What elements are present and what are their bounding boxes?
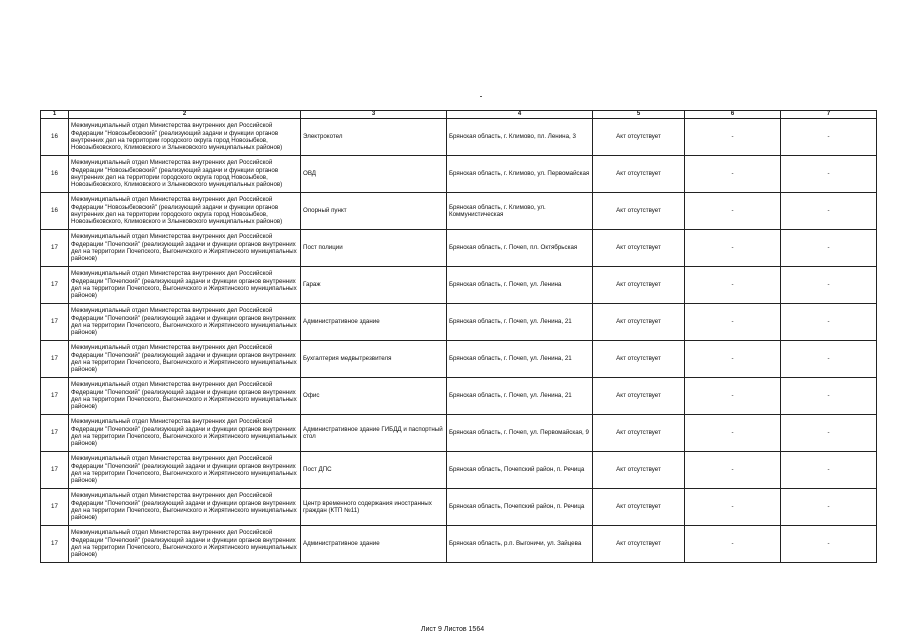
- column-7-cell: -: [781, 119, 877, 156]
- act-cell: Акт отсутствует: [593, 415, 685, 452]
- header-cell-3: 3: [301, 111, 447, 119]
- column-7-cell: -: [781, 304, 877, 341]
- row-number: 16: [41, 119, 69, 156]
- table-row: [41, 267, 877, 304]
- act-cell: Акт отсутствует: [593, 230, 685, 267]
- organization-cell: Межмуниципальный отдел Министерства внутренних дел Российской Федерации "Почепский" (реализующий задачи и функции органов внутренних дел на территории Почепского, Выгоничского и Жирятинского муниципальных районов): [69, 489, 301, 526]
- row-number: 16: [41, 193, 69, 230]
- organization-cell: Межмуниципальный отдел Министерства внутренних дел Российской Федерации "Новозыбковский" (реализующий задачи и функции органов внутренних дел на территории городского округа город Новозыбков, Новозыбковского, Климовского и Злынковского муниципальных районов): [69, 193, 301, 230]
- object-cell: Пост полиции: [301, 230, 447, 267]
- column-6-cell: -: [685, 415, 781, 452]
- header-cell-1: 1: [41, 111, 69, 119]
- column-7-cell: -: [781, 341, 877, 378]
- header-cell-7: 7: [781, 111, 877, 119]
- column-7-cell: -: [781, 156, 877, 193]
- object-cell: Гараж: [301, 267, 447, 304]
- column-6-cell: -: [685, 378, 781, 415]
- object-cell: Электрокотел: [301, 119, 447, 156]
- column-7-cell: -: [781, 526, 877, 563]
- address-cell: Брянская область, г. Климово, пл. Ленина, 3: [447, 119, 593, 156]
- object-cell: Офис: [301, 378, 447, 415]
- table-row: [41, 230, 877, 267]
- row-number: 17: [41, 341, 69, 378]
- act-cell: Акт отсутствует: [593, 378, 685, 415]
- table-header-row: [41, 111, 877, 119]
- address-cell: Брянская область, Почепский район, п. Речица: [447, 452, 593, 489]
- row-number: 17: [41, 489, 69, 526]
- organization-cell: Межмуниципальный отдел Министерства внутренних дел Российской Федерации "Почепский" (реализующий задачи и функции органов внутренних дел на территории Почепского, Выгоничского и Жирятинского муниципальных районов): [69, 415, 301, 452]
- address-cell: Брянская область, г. Почеп, пл. Октябрьская: [447, 230, 593, 267]
- address-cell: Брянская область, Почепский район, п. Речица: [447, 489, 593, 526]
- table-row: [41, 378, 877, 415]
- row-number: 17: [41, 267, 69, 304]
- row-number: 17: [41, 415, 69, 452]
- column-7-cell: -: [781, 267, 877, 304]
- address-cell: Брянская область, г. Почеп, ул. Ленина: [447, 267, 593, 304]
- address-cell: Брянская область, г. Почеп, ул. Ленина, 21: [447, 304, 593, 341]
- header-cell-6: 6: [685, 111, 781, 119]
- object-cell: ОВД: [301, 156, 447, 193]
- row-number: 17: [41, 378, 69, 415]
- object-cell: Административное здание: [301, 304, 447, 341]
- column-6-cell: -: [685, 526, 781, 563]
- table-row: [41, 489, 877, 526]
- organization-cell: Межмуниципальный отдел Министерства внутренних дел Российской Федерации "Почепский" (реализующий задачи и функции органов внутренних дел на территории Почепского, Выгоничского и Жирятинского муниципальных районов): [69, 304, 301, 341]
- address-cell: Брянская область, р.п. Выгоничи, ул. Зайцева: [447, 526, 593, 563]
- column-7-cell: -: [781, 415, 877, 452]
- organization-cell: Межмуниципальный отдел Министерства внутренних дел Российской Федерации "Почепский" (реализующий задачи и функции органов внутренних дел на территории Почепского, Выгоничского и Жирятинского муниципальных районов): [69, 526, 301, 563]
- act-cell: Акт отсутствует: [593, 156, 685, 193]
- table-row: [41, 452, 877, 489]
- objects-table: [40, 110, 877, 563]
- organization-cell: Межмуниципальный отдел Министерства внутренних дел Российской Федерации "Почепский" (реализующий задачи и функции органов внутренних дел на территории Почепского, Выгоничского и Жирятинского муниципальных районов): [69, 267, 301, 304]
- column-6-cell: -: [685, 230, 781, 267]
- act-cell: Акт отсутствует: [593, 193, 685, 230]
- address-cell: Брянская область, г. Климово, ул. Первомайская: [447, 156, 593, 193]
- column-6-cell: -: [685, 452, 781, 489]
- row-number: 17: [41, 230, 69, 267]
- organization-cell: Межмуниципальный отдел Министерства внутренних дел Российской Федерации "Почепский" (реализующий задачи и функции органов внутренних дел на территории Почепского, Выгоничского и Жирятинского муниципальных районов): [69, 452, 301, 489]
- act-cell: Акт отсутствует: [593, 267, 685, 304]
- row-number: 17: [41, 452, 69, 489]
- column-6-cell: -: [685, 489, 781, 526]
- row-number: 16: [41, 156, 69, 193]
- column-6-cell: -: [685, 193, 781, 230]
- organization-cell: Межмуниципальный отдел Министерства внутренних дел Российской Федерации "Новозыбковский" (реализующий задачи и функции органов внутренних дел на территории городского округа город Новозыбков, Новозыбковского, Климовского и Злынковского муниципальных районов): [69, 156, 301, 193]
- header-cell-4: 4: [447, 111, 593, 119]
- organization-cell: Межмуниципальный отдел Министерства внутренних дел Российской Федерации "Почепский" (реализующий задачи и функции органов внутренних дел на территории Почепского, Выгоничского и Жирятинского муниципальных районов): [69, 230, 301, 267]
- column-7-cell: -: [781, 489, 877, 526]
- address-cell: Брянская область, г. Почеп, ул. Первомайская, 9: [447, 415, 593, 452]
- scan-mark: [480, 96, 482, 97]
- address-cell: Брянская область, г. Почеп, ул. Ленина, 21: [447, 341, 593, 378]
- column-6-cell: -: [685, 267, 781, 304]
- act-cell: Акт отсутствует: [593, 119, 685, 156]
- address-cell: Брянская область, г. Почеп, ул. Ленина, 21: [447, 378, 593, 415]
- page-footer: Лист 9 Листов 1564: [420, 626, 485, 633]
- address-cell: Брянская область, г. Климово, ул. Коммунистическая: [447, 193, 593, 230]
- object-cell: Административное здание ГИБДД и паспортный стол: [301, 415, 447, 452]
- object-cell: Центр временного содержания иностранных граждан (КТП №11): [301, 489, 447, 526]
- organization-cell: Межмуниципальный отдел Министерства внутренних дел Российской Федерации "Почепский" (реализующий задачи и функции органов внутренних дел на территории Почепского, Выгоничского и Жирятинского муниципальных районов): [69, 341, 301, 378]
- act-cell: Акт отсутствует: [593, 489, 685, 526]
- object-cell: Пост ДПС: [301, 452, 447, 489]
- column-6-cell: -: [685, 156, 781, 193]
- object-cell: Опорный пункт: [301, 193, 447, 230]
- table-row: [41, 341, 877, 378]
- row-number: 17: [41, 304, 69, 341]
- act-cell: Акт отсутствует: [593, 341, 685, 378]
- organization-cell: Межмуниципальный отдел Министерства внутренних дел Российской Федерации "Почепский" (реализующий задачи и функции органов внутренних дел на территории Почепского, Выгоничского и Жирятинского муниципальных районов): [69, 378, 301, 415]
- object-cell: Бухгалтерия медвытрезвителя: [301, 341, 447, 378]
- column-7-cell: -: [781, 230, 877, 267]
- column-7-cell: -: [781, 452, 877, 489]
- column-6-cell: -: [685, 304, 781, 341]
- column-6-cell: -: [685, 341, 781, 378]
- table-row: [41, 119, 877, 156]
- column-7-cell: -: [781, 193, 877, 230]
- table-row: [41, 193, 877, 230]
- table-row: [41, 304, 877, 341]
- organization-cell: Межмуниципальный отдел Министерства внутренних дел Российской Федерации "Новозыбковский" (реализующий задачи и функции органов внутренних дел на территории городского округа город Новозыбков, Новозыбковского, Климовского и Злынковского муниципальных районов): [69, 119, 301, 156]
- column-7-cell: -: [781, 378, 877, 415]
- header-cell-2: 2: [69, 111, 301, 119]
- column-6-cell: -: [685, 119, 781, 156]
- act-cell: Акт отсутствует: [593, 526, 685, 563]
- act-cell: Акт отсутствует: [593, 452, 685, 489]
- object-cell: Административное здание: [301, 526, 447, 563]
- act-cell: Акт отсутствует: [593, 304, 685, 341]
- table-row: [41, 156, 877, 193]
- row-number: 17: [41, 526, 69, 563]
- header-cell-5: 5: [593, 111, 685, 119]
- table-row: [41, 526, 877, 563]
- table-row: [41, 415, 877, 452]
